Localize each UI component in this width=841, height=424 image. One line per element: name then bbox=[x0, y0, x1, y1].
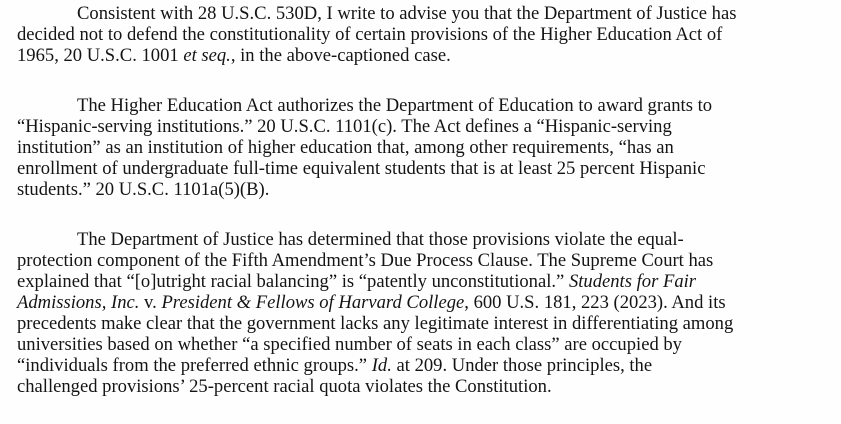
text-line bbox=[17, 250, 841, 271]
text-run: , in the above-captioned case. bbox=[230, 45, 451, 66]
text-run: enrollment of undergraduate full-time equivalent students that is at least 25 percent Hispanic bbox=[17, 158, 706, 179]
text-line bbox=[17, 271, 841, 292]
text-line bbox=[17, 229, 841, 250]
text-run: universities based on whether “a specified number of seats in each class” are occupied by bbox=[17, 334, 682, 355]
text-line bbox=[17, 292, 841, 313]
italic-text-run: et seq. bbox=[183, 45, 231, 66]
italic-text-run: Id. bbox=[371, 355, 392, 376]
text-line bbox=[17, 3, 841, 24]
italic-text-run: Students for Fair bbox=[568, 271, 697, 292]
paragraph-statute bbox=[17, 95, 841, 200]
text-run: The Higher Education Act authorizes the Department of Education to award grants to bbox=[77, 95, 713, 116]
text-line bbox=[17, 137, 841, 158]
text-run: , 600 U.S. 181, 223 (2023). And its bbox=[464, 292, 726, 313]
text-run: explained that “[o]utright racial balancing” is “patently unconstitutional.” bbox=[17, 271, 569, 292]
text-line bbox=[17, 45, 841, 66]
text-line bbox=[17, 24, 841, 45]
text-run: challenged provisions’ 25-percent racial quota violates the Constitution. bbox=[17, 376, 552, 397]
text-line bbox=[17, 116, 841, 137]
text-run: at 209. Under those principles, the bbox=[391, 355, 653, 376]
text-line bbox=[17, 334, 841, 355]
text-run: 1965, 20 U.S.C. 1001 bbox=[17, 45, 184, 66]
text-run: institution” as an institution of higher education that, among other requirements, “has an bbox=[17, 137, 674, 158]
text-line bbox=[17, 95, 841, 116]
text-line bbox=[17, 313, 841, 334]
text-run: students.” 20 U.S.C. 1101a(5)(B). bbox=[17, 179, 270, 200]
text-run: Consistent with 28 U.S.C. 530D, I write to advise you that the Department of Justice has bbox=[77, 3, 737, 24]
text-line bbox=[17, 179, 841, 200]
italic-text-run: Admissions, Inc. bbox=[17, 292, 140, 313]
text-run: v. bbox=[139, 292, 162, 313]
text-line bbox=[17, 376, 841, 397]
text-line bbox=[17, 355, 841, 376]
paragraph-notice bbox=[17, 3, 841, 66]
italic-text-run: President & Fellows of Harvard College bbox=[161, 292, 465, 313]
text-run: precedents make clear that the government lacks any legitimate interest in differentiating among bbox=[17, 313, 734, 334]
text-run: decided not to defend the constitutionality of certain provisions of the Higher Education Act of bbox=[17, 24, 723, 45]
text-run: protection component of the Fifth Amendment’s Due Process Clause. The Supreme Court has bbox=[17, 250, 714, 271]
text-line bbox=[17, 158, 841, 179]
text-run: “individuals from the preferred ethnic groups.” bbox=[17, 355, 372, 376]
paragraph-determination bbox=[17, 229, 841, 397]
text-run: “Hispanic-serving institutions.” 20 U.S.C. 1101(c). The Act defines a “Hispanic-serving bbox=[17, 116, 672, 137]
text-run: The Department of Justice has determined that those provisions violate the equal- bbox=[77, 229, 684, 250]
